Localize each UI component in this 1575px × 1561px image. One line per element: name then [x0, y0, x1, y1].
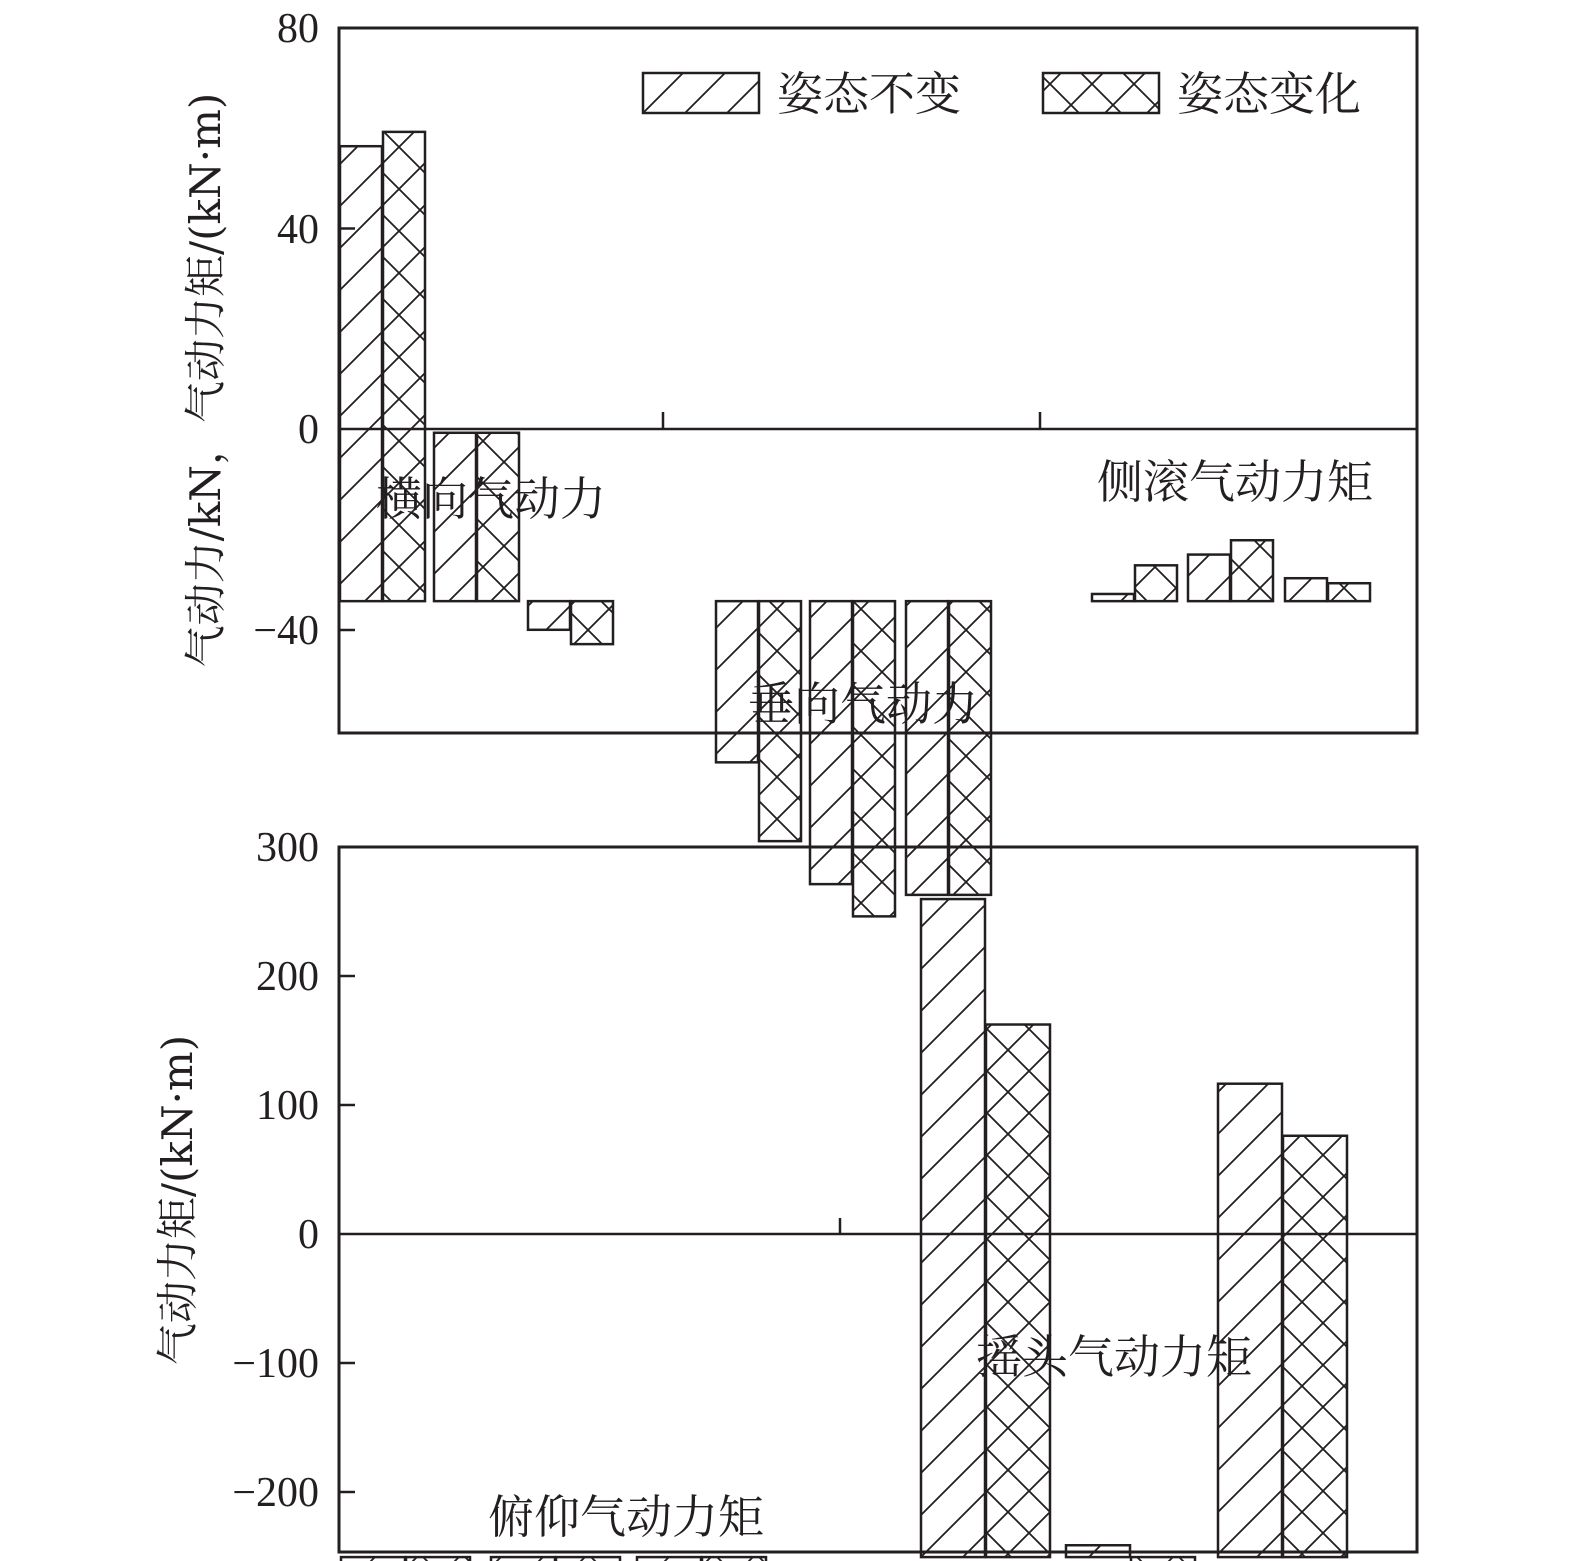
bar-attitude-changing: [1131, 1557, 1195, 1561]
bar-attitude-constant: [810, 601, 852, 884]
bottom-y-tick-label: −200: [232, 1470, 319, 1516]
top-y-tick-label: 40: [277, 207, 319, 253]
bar-attitude-changing: [702, 1557, 766, 1561]
bar-attitude-changing: [556, 1557, 620, 1561]
top-y-tick-label: 80: [277, 6, 319, 52]
legend-swatch-hatch-diagonal: [643, 73, 759, 113]
bottom-group-label: 俯仰气动力矩: [488, 1490, 764, 1544]
bar-attitude-changing: [853, 601, 895, 916]
bar-attitude-constant: [528, 601, 570, 630]
legend-label: 姿态变化: [1177, 67, 1361, 121]
bottom-y-tick-label: −100: [232, 1341, 319, 1387]
bar-attitude-constant: [491, 1557, 555, 1561]
bar-attitude-changing: [1231, 540, 1273, 601]
bottom-y-tick-label: 300: [256, 825, 319, 871]
bottom-y-tick-label: 200: [256, 954, 319, 1000]
bar-attitude-constant: [1218, 1084, 1282, 1557]
bar-attitude-constant: [906, 601, 948, 895]
top-y-axis-label: 气动力/kN，气动力矩/(kN·m): [181, 92, 230, 668]
bar-attitude-changing: [571, 601, 613, 644]
bottom-group-label: 摇头气动力矩: [976, 1330, 1252, 1384]
top-y-tick-label: −40: [253, 608, 319, 654]
bar-attitude-changing: [949, 601, 991, 895]
bar-attitude-constant: [637, 1557, 701, 1561]
bar-attitude-changing: [986, 1025, 1050, 1558]
bar-attitude-constant: [1092, 594, 1134, 601]
legend-swatch-hatch-cross: [1043, 73, 1159, 113]
bar-attitude-changing: [1328, 583, 1370, 601]
top-y-tick-label: 0: [298, 407, 319, 453]
top-chart: [181, 6, 1417, 916]
legend: [643, 67, 1361, 121]
top-group-label: 侧滚气动力矩: [1097, 455, 1373, 509]
bar-attitude-constant: [341, 1557, 405, 1561]
bottom-chart: [153, 825, 1417, 1561]
bottom-y-axis-label: 气动力矩/(kN·m): [153, 1034, 202, 1366]
bar-attitude-constant: [340, 146, 382, 601]
bottom-bars: [341, 899, 1347, 1561]
bar-attitude-constant: [1188, 555, 1230, 602]
bottom-y-tick-label: 0: [298, 1212, 319, 1258]
bar-attitude-changing: [383, 132, 425, 601]
top-group-label: 横向气动力: [376, 472, 606, 526]
bar-attitude-changing: [1135, 565, 1177, 601]
bar-attitude-changing: [1283, 1136, 1347, 1557]
legend-label: 姿态不变: [777, 67, 961, 121]
bar-attitude-changing: [406, 1557, 470, 1561]
bottom-y-tick-label: 100: [256, 1083, 319, 1129]
top-group-label: 垂向气动力: [748, 677, 978, 731]
bar-attitude-constant: [1285, 578, 1327, 601]
bar-attitude-constant: [921, 899, 985, 1557]
